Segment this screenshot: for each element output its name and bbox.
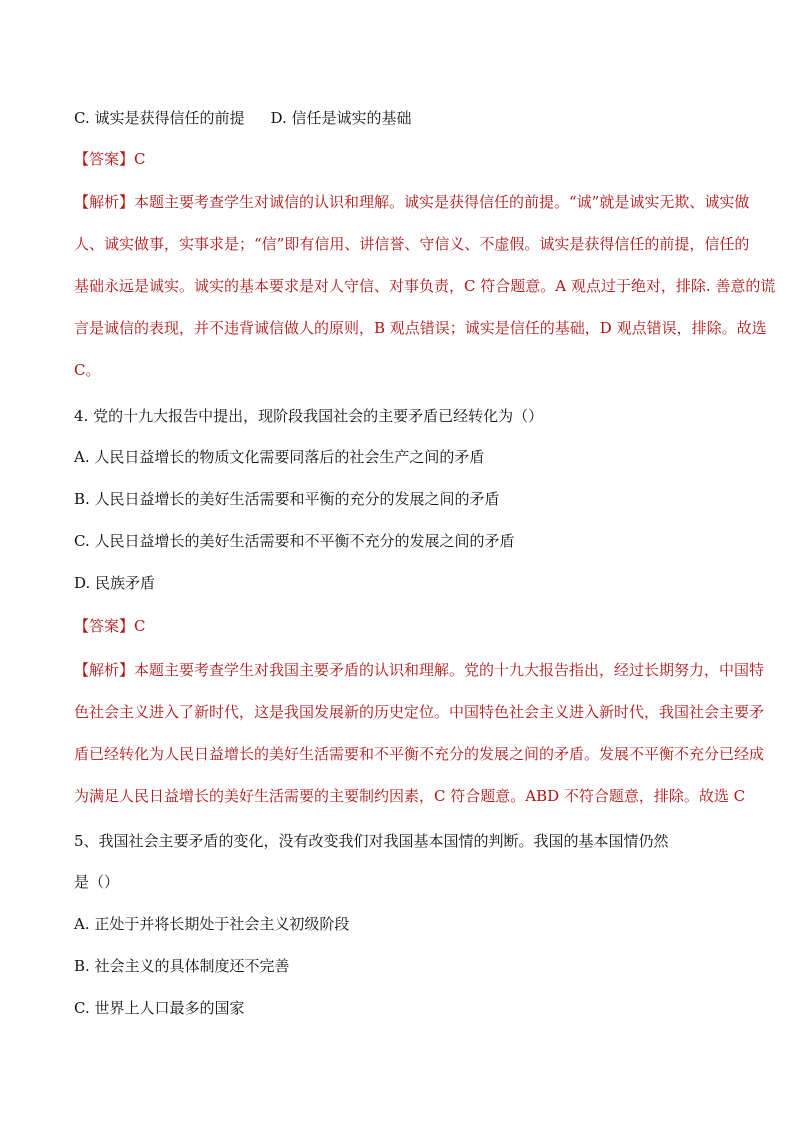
q4-option-c: C. 人民日益增长的美好生活需要和不平衡不充分的发展之间的矛盾 — [74, 532, 515, 550]
q4-analysis-line: 色社会主义进入了新时代，这是我国发展新的历史定位。中国特色社会主义进入新时代，我国社会主要矛 — [74, 703, 765, 721]
q3-analysis-line: 人、诚实做事，实事求是；“信”即有信用、讲信誉、守信义、不虚假。诚实是获得信任的前提，信任的 — [74, 235, 750, 253]
q4-analysis-line: 【解析】本题主要考查学生对我国主要矛盾的认识和理解。党的十九大报告指出，经过长期努力，中国特 — [74, 661, 765, 679]
q4-question: 4. 党的十九大报告中提出，现阶段我国社会的主要矛盾已经转化为（） — [74, 407, 544, 425]
q4-option-a: A. 人民日益增长的物质文化需要同落后的社会生产之间的矛盾 — [74, 448, 485, 466]
q3-answer: 【答案】C — [74, 150, 146, 168]
q4-option-d: D. 民族矛盾 — [74, 574, 156, 592]
q5-option-b: B. 社会主义的具体制度还不完善 — [74, 957, 290, 975]
q4-analysis-line: 为满足人民日益增长的美好生活需要的主要制约因素，C 符合题意。ABD 不符合题意，排除。故选 C — [74, 787, 746, 805]
q4-analysis-line: 盾已经转化为人民日益增长的美好生活需要和不平衡不充分的发展之间的矛盾。发展不平衡不充分已经成 — [74, 745, 765, 763]
q3-analysis-line: 基础永远是诚实。诚实的基本要求是对人守信、对事负责，C 符合题意。A 观点过于绝对，排除. 善意的谎 — [74, 277, 776, 295]
q4-analysis — [74, 660, 765, 828]
q3-options-row — [74, 108, 412, 128]
q5-question-line2: 是（） — [74, 873, 120, 891]
q3-analysis — [74, 192, 776, 402]
q5-option-a: A. 正处于并将长期处于社会主义初级阶段 — [74, 915, 350, 933]
q3-analysis-line: 【解析】本题主要考查学生对诚信的认识和理解。诚实是获得信任的前提。“诚”就是诚实无欺、诚实做 — [74, 193, 750, 211]
q3-option-d: D. 信任是诚实的基础 — [270, 109, 412, 127]
q5-question-line1: 5、我国社会主要矛盾的变化，没有改变我们对我国基本国情的判断。我国的基本国情仍然 — [74, 832, 669, 850]
q3-analysis-line: 言是诚信的表现，并不违背诚信做人的原则，B 观点错误；诚实是信任的基础，D 观点错误，排除。故选 — [74, 319, 767, 337]
q4-answer: 【答案】C — [74, 617, 146, 635]
q4-option-b: B. 人民日益增长的美好生活需要和平衡的充分的发展之间的矛盾 — [74, 490, 500, 508]
q5-option-c: C. 世界上人口最多的国家 — [74, 999, 245, 1017]
q3-analysis-line: C。 — [74, 361, 101, 379]
q3-option-c: C. 诚实是获得信任的前提 — [74, 109, 245, 127]
